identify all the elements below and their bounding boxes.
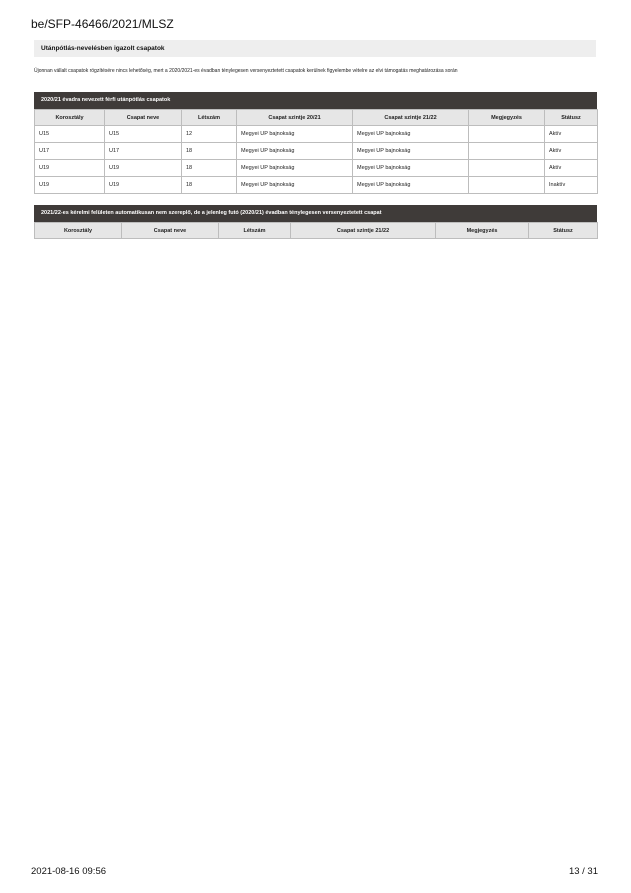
cell-szint-21-22: Megyei UP bajnokság xyxy=(353,177,469,194)
col-header-korosztaly: Korosztály xyxy=(35,223,122,239)
section-title: Utánpótlás-nevelésben igazolt csapatok xyxy=(34,40,596,57)
cell-statusz: Aktív xyxy=(545,143,598,160)
col-header-megjegyzes: Megjegyzés xyxy=(436,223,529,239)
cell-szint-20-21: Megyei UP bajnokság xyxy=(237,160,353,177)
cell-szint-20-21: Megyei UP bajnokság xyxy=(237,177,353,194)
table-row xyxy=(35,143,598,160)
cell-korosztaly: U17 xyxy=(35,143,105,160)
cell-megjegyzes xyxy=(469,160,545,177)
cell-korosztaly: U19 xyxy=(35,160,105,177)
table2-title: 2021/22-es kérelmi felületen automatikusan nem szereplő, de a jelenleg futó (2020/21) évadban ténylegesen versenyeztetett csapat xyxy=(34,205,597,222)
col-header-statusz: Státusz xyxy=(529,223,598,239)
teams-table-2020-21 xyxy=(34,109,598,194)
table-row xyxy=(35,126,598,143)
table1-title: 2020/21 évadra nevezett férfi utánpótlás csapatok xyxy=(34,92,597,109)
table-header-row xyxy=(35,223,598,239)
cell-csapat-neve: U17 xyxy=(105,143,182,160)
col-header-statusz: Státusz xyxy=(545,110,598,126)
cell-megjegyzes xyxy=(469,126,545,143)
cell-csapat-neve: U19 xyxy=(105,177,182,194)
cell-megjegyzes xyxy=(469,143,545,160)
cell-szint-21-22: Megyei UP bajnokság xyxy=(353,143,469,160)
cell-letszam: 12 xyxy=(182,126,237,143)
table-row xyxy=(35,160,598,177)
cell-megjegyzes xyxy=(469,177,545,194)
col-header-szint-21-22: Csapat szintje 21/22 xyxy=(353,110,469,126)
cell-statusz: Inaktív xyxy=(545,177,598,194)
intro-text: Újonnan vállalt csapatok rögzítésére nincs lehetőség, mert a 2020/2021-es évadban ténylegesen versenyeztetett csapatok kerülnek figyelembe vételre az elvi támogatás meghatározása során xyxy=(34,68,458,74)
document-id: be/SFP-46466/2021/MLSZ xyxy=(31,17,174,31)
col-header-szint-21-22: Csapat szintje 21/22 xyxy=(291,223,436,239)
cell-korosztaly: U15 xyxy=(35,126,105,143)
cell-szint-20-21: Megyei UP bajnokság xyxy=(237,143,353,160)
cell-statusz: Aktív xyxy=(545,160,598,177)
col-header-letszam: Létszám xyxy=(182,110,237,126)
col-header-szint-20-21: Csapat szintje 20/21 xyxy=(237,110,353,126)
cell-letszam: 18 xyxy=(182,143,237,160)
page-number: 13 / 31 xyxy=(568,866,598,877)
cell-letszam: 18 xyxy=(182,160,237,177)
cell-korosztaly: U19 xyxy=(35,177,105,194)
teams-table-2021-22 xyxy=(34,222,598,239)
cell-csapat-neve: U19 xyxy=(105,160,182,177)
col-header-letszam: Létszám xyxy=(219,223,291,239)
col-header-csapat-neve: Csapat neve xyxy=(122,223,219,239)
col-header-csapat-neve: Csapat neve xyxy=(105,110,182,126)
col-header-megjegyzes: Megjegyzés xyxy=(469,110,545,126)
cell-letszam: 18 xyxy=(182,177,237,194)
footer-timestamp: 2021-08-16 09:56 xyxy=(31,866,107,877)
table-row xyxy=(35,177,598,194)
col-header-korosztaly: Korosztály xyxy=(35,110,105,126)
cell-csapat-neve: U15 xyxy=(105,126,182,143)
cell-szint-20-21: Megyei UP bajnokság xyxy=(237,126,353,143)
cell-szint-21-22: Megyei UP bajnokság xyxy=(353,160,469,177)
cell-statusz: Aktív xyxy=(545,126,598,143)
cell-szint-21-22: Megyei UP bajnokság xyxy=(353,126,469,143)
table-header-row xyxy=(35,110,598,126)
